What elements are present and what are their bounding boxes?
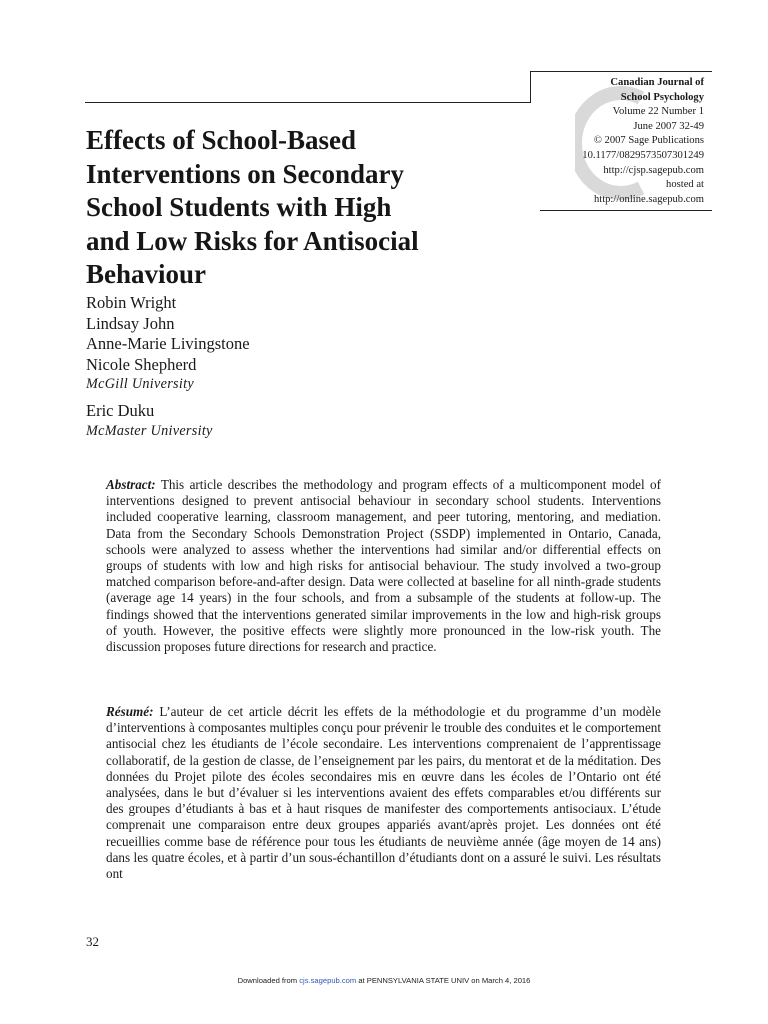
journal-hosted-label: hosted at xyxy=(666,179,704,191)
title-line: Effects of School-Based xyxy=(86,125,356,155)
journal-copyright: © 2007 Sage Publications xyxy=(593,135,704,147)
journal-info xyxy=(582,76,704,207)
journal-name-line2: School Psychology xyxy=(620,91,704,103)
author-name: Nicole Shepherd xyxy=(86,354,197,374)
author-affiliation: McGill University xyxy=(86,376,194,392)
journal-host-url: http://online.sagepub.com xyxy=(593,193,704,205)
title-line: School Students with High xyxy=(86,192,392,222)
abstract-paragraph xyxy=(106,477,661,655)
header-rule-vertical xyxy=(530,71,531,103)
abstract-text: This article describes the methodology and program effects of a multicomponent model of interventions designed to prevent antisocial behaviour in secondary school students. Interventions included cooperative learning, classroom management, and peer tutoring, mentoring, and mediation. Data from the Secondary Schools Demonstration Project (SSDP) implemented in Ontario, Canada, schools were analyzed to assess whether the interventions had similar and/or differential effects on groups of students with low and high risks for antisocial behaviour. The study involved a two-group matched comparison before-and-after design. Data were collected at baseline for all ninth-grade students (average age 14 years) in the four schools, and from a subsample of the students at follow-up. The findings showed that the interventions generated similar improvements in the low and high-risk groups of youth. However, the positive effects were slightly more pronounced in the low-risk youth. The discussion proposes future directions for research and practice. xyxy=(106,477,661,655)
journal-url: http://cjsp.sagepub.com xyxy=(603,164,704,176)
journal-volume: Volume 22 Number 1 xyxy=(612,106,704,118)
download-link[interactable]: cjs.sagepub.com xyxy=(299,976,357,985)
header-rule-left xyxy=(85,102,530,103)
title-line: and Low Risks for Antisocial xyxy=(86,225,419,256)
header-rule-top xyxy=(530,71,712,72)
resume-paragraph xyxy=(106,704,661,882)
article-title xyxy=(86,124,506,292)
author-block xyxy=(86,293,250,440)
page-number: 32 xyxy=(86,934,99,949)
journal-name-line1: Canadian Journal of xyxy=(610,77,704,88)
download-prefix: Downloaded from xyxy=(237,976,300,985)
title-line: Behaviour xyxy=(86,259,207,289)
author-name: Eric Duku xyxy=(86,401,155,420)
author-name: Anne-Marie Livingstone xyxy=(86,334,250,353)
download-notice xyxy=(0,976,768,985)
author-name: Robin Wright xyxy=(86,293,177,312)
author-name: Lindsay John xyxy=(86,313,175,333)
download-suffix: at PENNSYLVANIA STATE UNIV on March 4, 2016 xyxy=(356,976,531,985)
journal-date-pages: June 2007 32-49 xyxy=(633,120,704,132)
author-affiliation: McMaster University xyxy=(86,422,213,439)
resume-label: Résumé: xyxy=(106,704,154,719)
journal-doi: 10.1177/0829573507301249 xyxy=(582,149,704,161)
journal-box-bottom-rule xyxy=(540,210,712,211)
title-line: Interventions on Secondary xyxy=(86,158,405,189)
abstract-label: Abstract: xyxy=(106,477,156,492)
resume-text: L’auteur de cet article décrit les effets de la méthodologie et du programme d’un modèle d’interventions à composantes multiples conçu pour prévenir le trouble des conduites et le comportement antisocial chez les étudiants de l’école secondaire. Les interventions comprenaient de l’apprentissage collaboratif, de la gestion de classe, de l’enseignement par les pairs, du mentorat et de la méditation. Des données du Projet pilote des écoles secondaires mis en œuvre dans les écoles de l’Ontario ont été analysées, dans le but d’évaluer si les interventions avaient des effets comparables et/ou différents sur des groupes d’étudiants à bas et à haut risques de manifester des comportements antisociaux. L’étude comprenait une comparaison entre deux groupes appariés avant/après projet. Les données ont été recueillies comme base de référence pour tous les étudiants de neuvième année (âge moyen de 14 ans) dans les quatre écoles, et à partir d’un sous-échantillon d’étudiants dont on a assuré le suivi. Les résultats ont xyxy=(106,704,661,882)
